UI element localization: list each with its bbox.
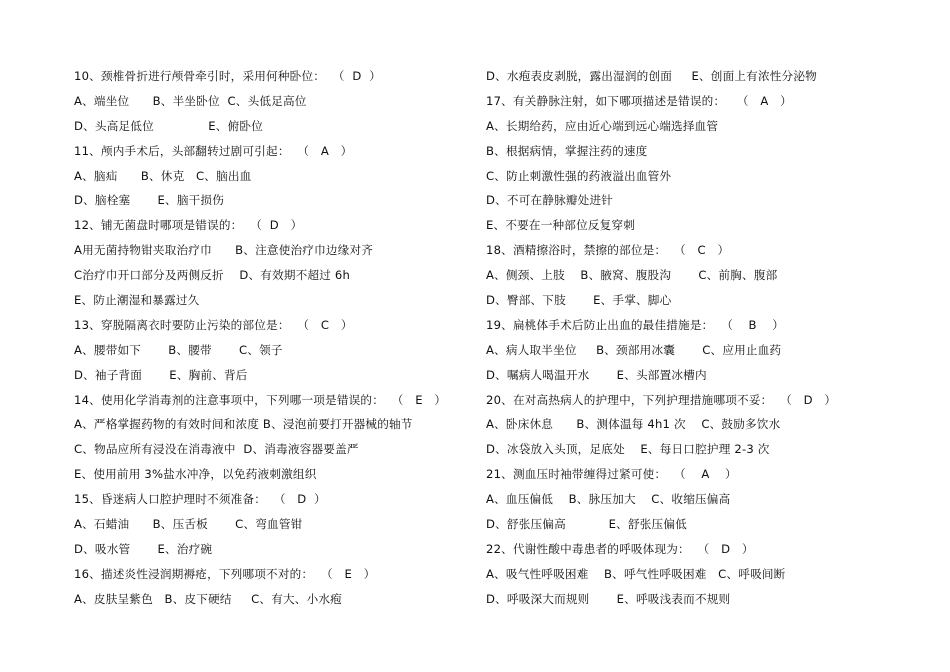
left-option-line: D、头高足低位 E、俯卧位 [74, 118, 263, 133]
left-option-line: E、使用前用 3%盐水冲净，以免药液刺激组织 [74, 467, 317, 482]
left-option-line: D、脑栓塞 E、脑干损伤 [74, 193, 224, 208]
left-option-line: A用无菌持物钳夹取治疗巾 B、注意使治疗巾边缘对齐 [74, 243, 374, 258]
left-column [74, 64, 474, 612]
right-option-line: D、不可在静脉瓣处进针 [486, 193, 614, 208]
right-option-line: D、水疱表皮剥脱，露出湿润的创面 E、创面上有浓性分泌物 [486, 69, 817, 83]
left-option-line: A、石蜡油 B、压舌板 C、弯血管钳 [74, 517, 303, 532]
right-question-line: 21、测血压时袖带缠得过紧可使： （ A ） [486, 467, 737, 482]
left-question-line: 12、铺无菌盘时哪项是错误的： （ D ） [74, 218, 303, 233]
left-question-line: 11、颅内手术后，头部翻转过剧可引起： （ A ） [74, 143, 353, 158]
right-question-line: 17、有关静脉注射，如下哪项描述是错误的： （ A ） [486, 93, 792, 108]
left-option-line: A、脑疝 B、休克 C、脑出血 [74, 168, 252, 183]
right-option-line: A、血压偏低 B、脉压加大 C、收缩压偏高 [486, 492, 731, 507]
right-question-line: 22、代谢性酸中毒患者的呼吸体现为： （ D ） [486, 541, 754, 556]
left-option-line: A、端坐位 B、半坐卧位 C、头低足高位 [74, 93, 307, 108]
left-option-line: C治疗巾开口部分及两侧反折 D、有效期不超过 6h [74, 268, 351, 283]
right-option-line: A、吸气性呼吸困难 B、呼气性呼吸困难 C、呼吸间断 [486, 566, 786, 581]
right-option-line: D、臀部、下肢 E、手掌、脚心 [486, 293, 672, 308]
right-option-line: C、防止刺激性强的药液溢出血管外 [486, 168, 672, 183]
right-question-line: 20、在对高热病人的护理中，下列护理措施哪项不妥： （ D ） [486, 392, 837, 407]
left-question-line: 16、描述炎性浸润期褥疮，下列哪项不对的： （ E ） [74, 566, 376, 581]
left-option-line: E、防止潮湿和暴露过久 [74, 293, 200, 308]
left-question-line: 10、颈椎骨折进行颅骨牵引时，采用何种卧位： （ D ） [74, 69, 382, 83]
right-option-line: B、根据病情，掌握注药的速度 [486, 143, 648, 158]
right-option-line: A、侧颈、上肢 B、腋窝、腹股沟 C、前胸、腹部 [486, 268, 778, 283]
right-option-line: A、长期给药，应由近心端到远心端选择血管 [486, 118, 719, 133]
right-question-line: 19、扁桃体手术后防止出血的最佳措施是： （ B ） [486, 317, 785, 332]
right-option-line: A、卧床休息 B、测体温每 4h1 次 C、鼓励多饮水 [486, 417, 781, 432]
right-question-line: 18、酒精擦浴时，禁擦的部位是： （ C ） [486, 243, 730, 258]
right-option-line: D、嘱病人喝温开水 E、头部置冰槽内 [486, 367, 707, 382]
left-option-line: D、吸水管 E、治疗碗 [74, 541, 213, 556]
left-question-line: 15、昏迷病人口腔护理时不须准备： （ D ） [74, 492, 326, 507]
right-option-line: D、呼吸深大而规则 E、呼吸浅表而不规则 [486, 591, 731, 606]
right-option-line: E、不要在一种部位反复穿刺 [486, 218, 636, 233]
left-option-line: A、皮肤呈紫色 B、皮下硬结 C、有大、小水疱 [74, 591, 342, 606]
left-option-line: A、严格掌握药物的有效时间和浓度 B、浸泡前要打开器械的轴节 [74, 417, 413, 432]
left-option-line: C、物品应所有浸没在消毒液中 D、消毒液容器要盖严 [74, 442, 359, 457]
right-option-line: D、舒张压偏高 E、舒张压偏低 [486, 517, 687, 532]
right-option-line: D、冰袋放入头顶，足底处 E、每日口腔护理 2-3 次 [486, 442, 770, 457]
right-column [486, 64, 926, 612]
left-question-line: 14、使用化学消毒剂的注意事项中，下列哪一项是错误的： （ E ） [74, 392, 447, 407]
right-option-line: A、病人取半坐位 B、颈部用冰囊 C、应用止血药 [486, 342, 782, 357]
left-option-line: A、腰带如下 B、腰带 C、领子 [74, 342, 283, 357]
left-option-line: D、袖子背面 E、胸前、背后 [74, 367, 248, 382]
left-question-line: 13、穿脱隔离衣时要防止污染的部位是： （ C ） [74, 317, 353, 332]
